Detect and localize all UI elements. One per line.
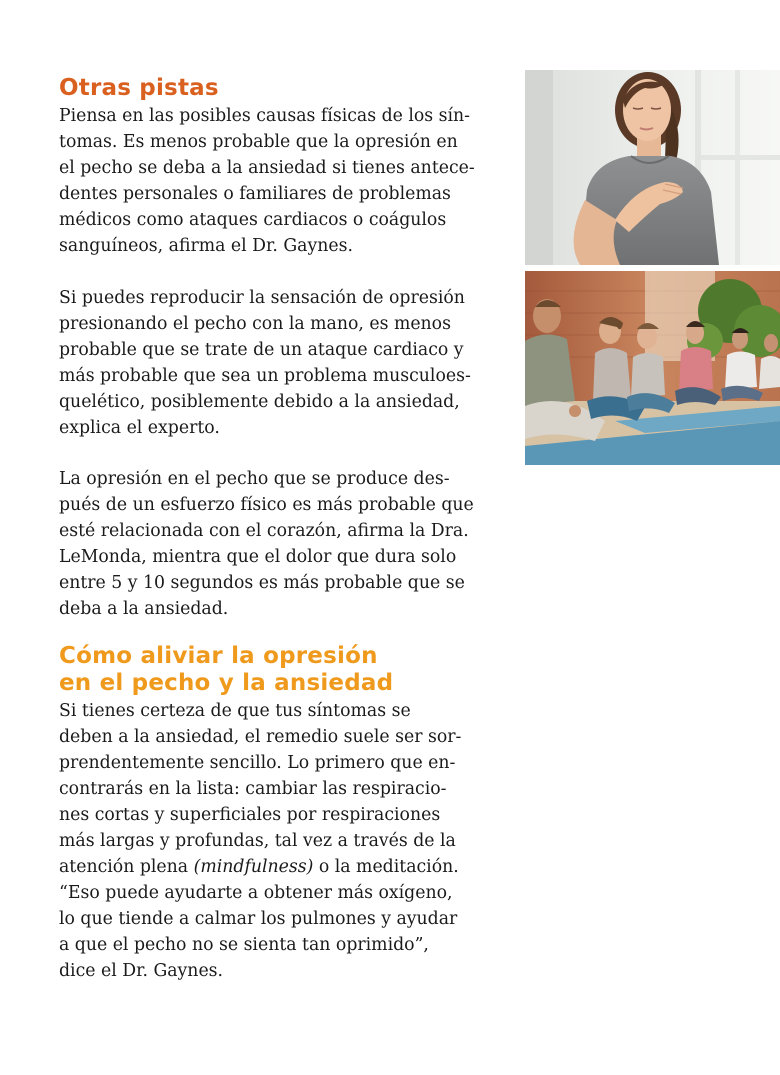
text-line: más largas y profundas, tal vez a través de la — [59, 831, 456, 851]
text-line: dentes personales o familiares de problemas — [59, 184, 451, 204]
text-line: Si tienes certeza de que tus síntomas se — [59, 701, 411, 721]
text-line: esté relacionada con el corazón, afirma la Dra. — [59, 521, 469, 541]
text-line: dice el Dr. Gaynes. — [59, 961, 224, 981]
text-line: probable que se trate de un ataque cardiaco y — [59, 340, 464, 360]
paragraph-physical-causes — [59, 103, 475, 259]
text-line: a que el pecho no se sienta tan oprimido”, — [59, 935, 429, 955]
text-line: sanguíneos, afirma el Dr. Gaynes. — [59, 236, 353, 256]
text-line: LeMonda, mientra que el dolor que dura solo — [59, 547, 457, 567]
text-line: pués de un esfuerzo físico es más probable que — [59, 495, 474, 515]
text-line: más probable que sea un problema musculoes- — [59, 366, 471, 386]
section-heading-como-aliviar — [59, 643, 499, 697]
section-heading-otras-pistas: Otras pistas — [59, 75, 219, 101]
text-line: contrarás en la lista: cambiar las respiracio- — [59, 779, 447, 799]
text-fragment: o la meditación. — [313, 857, 459, 877]
text-line: el pecho se deba a la ansiedad si tienes antece- — [59, 158, 475, 178]
paragraph-physical-effort — [59, 466, 474, 622]
text-line: explica el experto. — [59, 418, 220, 438]
text-fragment: atención plena — [59, 857, 194, 877]
group-yoga-meditation-photo — [525, 271, 780, 465]
text-line — [59, 854, 461, 880]
text-line: Si puedes reproducir la sensación de opresión — [59, 288, 465, 308]
text-line: “Eso puede ayudarte a obtener más oxígeno, — [59, 883, 453, 903]
heading-line: Cómo aliviar la opresión — [59, 643, 378, 669]
text-line: Piensa en las posibles causas físicas de los sín- — [59, 106, 471, 126]
text-line: quelético, posiblemente debido a la ansiedad, — [59, 392, 460, 412]
paragraph-reproduce-sensation — [59, 285, 471, 441]
woman-hand-on-chest-photo — [525, 70, 780, 265]
text-line: médicos como ataques cardiacos o coágulos — [59, 210, 447, 230]
text-line: deben a la ansiedad, el remedio suele ser sor- — [59, 727, 462, 747]
text-line: presionando el pecho con la mano, es menos — [59, 314, 451, 334]
text-line: La opresión en el pecho que se produce des- — [59, 469, 450, 489]
text-line: prendentemente sencillo. Lo primero que en- — [59, 753, 456, 773]
text-line: lo que tiende a calmar los pulmones y ayudar — [59, 909, 458, 929]
text-line: entre 5 y 10 segundos es más probable que se — [59, 573, 465, 593]
text-line: nes cortas y superficiales por respiraciones — [59, 805, 441, 825]
heading-line: en el pecho y la ansiedad — [59, 670, 394, 696]
paragraph-relief-remedy — [59, 698, 461, 984]
text-line: deba a la ansiedad. — [59, 599, 229, 619]
italic-term-mindfulness: (mindfulness) — [193, 857, 314, 877]
text-line: tomas. Es menos probable que la opresión en — [59, 132, 458, 152]
